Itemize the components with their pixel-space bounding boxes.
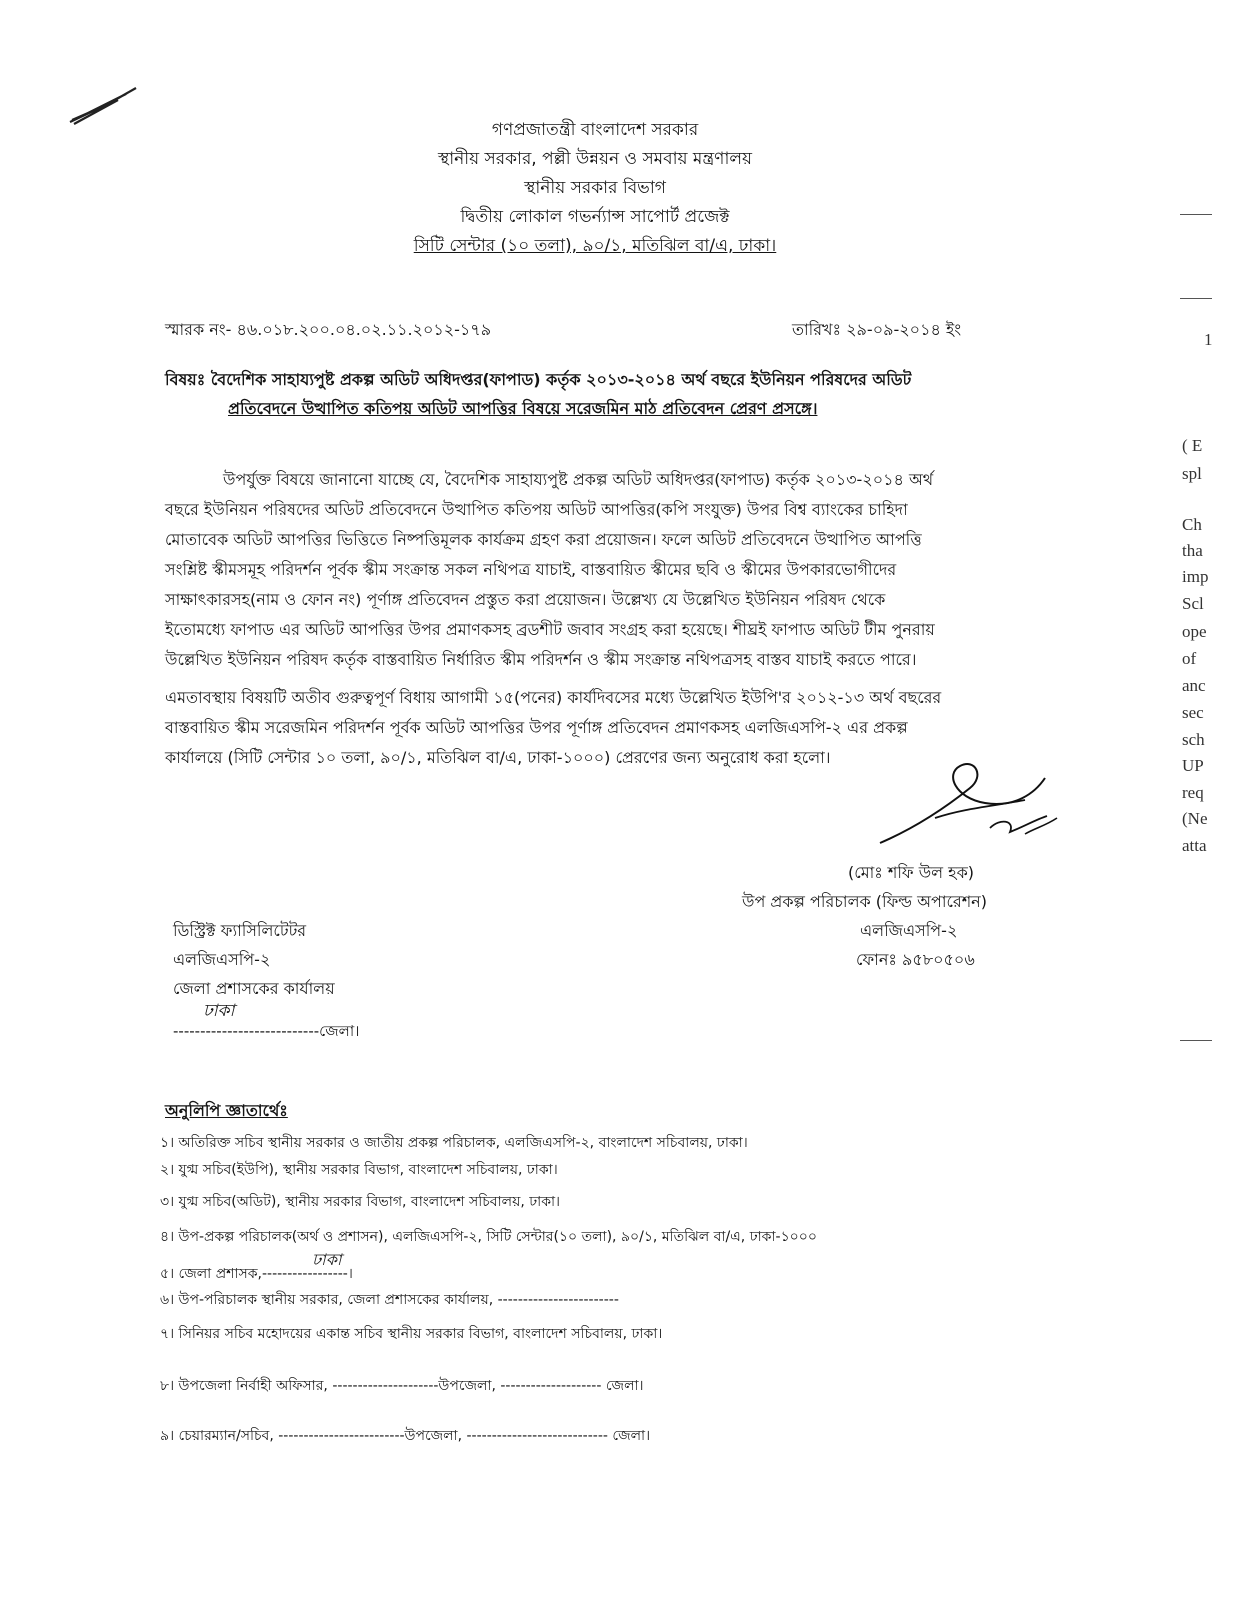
margin-fragment: atta [1182, 836, 1207, 855]
margin-fragment: Scl [1182, 594, 1204, 613]
paragraph-line: উপর্যুক্ত বিষয়ে জানানো যাচ্ছে যে, বৈদেশিক সাহায্যপুষ্ট প্রকল্প অডিট অধিদপ্তর(ফাপাড) কর্তৃক ২০১৩-২০১৪ অর্থ [223, 470, 934, 489]
margin-rule [1180, 214, 1212, 215]
signature-image [875, 748, 1065, 853]
signatory-project: এলজিএসপি-২ [860, 921, 958, 940]
margin-fragment: sch [1182, 730, 1205, 749]
margin-rule [1180, 1040, 1212, 1041]
cc-item: ১। অতিরিক্ত সচিব স্থানীয় সরকার ও জাতীয় প্রকল্প পরিচালক, এলজিএসপি-২, বাংলাদেশ সচিবালয়, ঢাকা। [160, 1135, 748, 1151]
paragraph-line: বছরে ইউনিয়ন পরিষদের অডিট প্রতিবেদনে উত্থাপিত কতিপয় অডিট আপত্তির(কপি সংযুক্ত) উপর বিশ্ব ব্যাংকের চাহিদা [165, 500, 908, 519]
margin-fragment: ope [1182, 622, 1207, 641]
cc-item: ৯। চেয়ারম্যান/সচিব, -------------------------উপজেলা, ---------------------------- জেলা। [160, 1428, 651, 1444]
paragraph-line: এমতাবস্থায় বিষয়টি অতীব গুরুত্বপূর্ণ বিধায় আগামী ১৫(পনের) কার্যদিবসের মধ্যে উল্লেখিত ইউপি'র ২০১২-১৩ অর্থ বছরের [165, 688, 942, 707]
paragraph-line: ইতোমধ্যে ফাপাড এর অডিট আপত্তির উপর প্রমাণকসহ ব্রডশীট জবাব সংগ্রহ করা হয়েছে। শীঘ্রই ফাপাড অডিট টীম পুনরায় [165, 620, 935, 639]
margin-fragment: anc [1182, 676, 1206, 695]
margin-fragment: tha [1182, 541, 1203, 560]
recipient-district-handwritten: ঢাকা [203, 1001, 235, 1021]
margin-fragment: imp [1182, 567, 1209, 586]
header-ministry: স্থানীয় সরকার, পল্লী উন্নয়ন ও সমবায় মন্ত্রণালয় [437, 149, 753, 169]
margin-fragment: req [1182, 783, 1204, 802]
cc-item: ২। যুগ্ম সচিব(ইউপি), স্থানীয় সরকার বিভাগ, বাংলাদেশ সচিবালয়, ঢাকা। [160, 1162, 558, 1178]
recipient-project: এলজিএসপি-২ [173, 950, 271, 969]
margin-fragment: sec [1182, 703, 1204, 722]
cc-item: ৬। উপ-পরিচালক স্থানীয় সরকার, জেলা প্রশাসকের কার্যালয়, ------------------------ [160, 1292, 619, 1308]
paragraph-line: মোতাবেক অডিট আপত্তির ভিত্তিতে নিষ্পত্তিমূলক কার্যক্রম গ্রহণ করা প্রয়োজন। ফলে অডিট প্রতিবেদনে উত্থাপিত আপত্তি [165, 530, 922, 549]
paragraph-line: বাস্তবায়িত স্কীম সরেজমিন পরিদর্শন পূর্বক অডিট আপত্তির উপর পূর্ণাঙ্গ প্রতিবেদন প্রমাণকসহ এলজিএসপি-২ এর প্রকল্প [165, 718, 908, 737]
header-project: দ্বিতীয় লোকাল গভর্ন্যান্স সাপোর্ট প্রজেক্ট [460, 207, 730, 227]
paragraph-line: কার্যালয়ে (সিটি সেন্টার ১০ তলা, ৯০/১, মতিঝিল বা/এ, ঢাকা-১০০০) প্রেরণের জন্য অনুরোধ করা হলো। [165, 748, 831, 767]
cc-item: ৭। সিনিয়র সচিব মহোদয়ের একান্ত সচিব স্থানীয় সরকার বিভাগ, বাংলাদেশ সচিবালয়, ঢাকা। [160, 1326, 663, 1342]
signatory-title: উপ প্রকল্প পরিচালক (ফিল্ড অপারেশন) [742, 892, 987, 911]
recipient-designation: ডিস্ট্রিক্ট ফ্যাসিলিটেটর [173, 921, 307, 940]
margin-fragment: UP [1182, 756, 1204, 775]
header-address: সিটি সেন্টার (১০ তলা), ৯০/১, মতিঝিল বা/এ, ঢাকা। [413, 236, 777, 256]
cc-item: ৪। উপ-প্রকল্প পরিচালক(অর্থ ও প্রশাসন), এলজিএসপি-২, সিটি সেন্টার(১০ তলা), ৯০/১, মতিঝিল বা/এ, ঢাকা-১০০০ [160, 1229, 817, 1245]
margin-fragment: Ch [1182, 515, 1202, 534]
paragraph-line: সংশ্লিষ্ট স্কীমসমূহ পরিদর্শন পূর্বক স্কীম সংক্রান্ত সকল নথিপত্র যাচাই, বাস্তবায়িত স্কীমের ছবি ও স্কীমের উপকারভোগীদের [165, 560, 897, 579]
cc-district-handwritten: ঢাকা [312, 1250, 342, 1269]
recipient-district-line: ---------------------------জেলা। [173, 1022, 360, 1040]
memo-number: স্মারক নং- ৪৬.০১৮.২০০.০৪.০২.১১.২০১২-১৭৯ [165, 320, 492, 339]
cc-item: ৫। জেলা প্রশাসক,-----------------। [160, 1266, 353, 1282]
paragraph-line: সাক্ষাৎকারসহ(নাম ও ফোন নং) পূর্ণাঙ্গ প্রতিবেদন প্রস্তুত করা প্রয়োজন। উল্লেখ্য যে উল্লেখিত ইউনিয়ন পরিষদ থেকে [165, 590, 886, 609]
cc-item: ৩। যুগ্ম সচিব(অডিট), স্থানীয় সরকার বিভাগ, বাংলাদেশ সচিবালয়, ঢাকা। [160, 1194, 561, 1210]
subject-line-1: বিষয়ঃ বৈদেশিক সাহায্যপুষ্ট প্রকল্প অডিট অধিদপ্তর(ফাপাড) কর্তৃক ২০১৩-২০১৪ অর্থ বছরে ইউনিয়ন পরিষদের অডিট [165, 370, 912, 389]
margin-rule [1180, 298, 1212, 299]
margin-fragment: (Ne [1182, 809, 1208, 828]
memo-date: তারিখঃ ২৯-০৯-২০১৪ ইং [792, 320, 962, 339]
margin-fragment: of [1182, 649, 1197, 668]
signatory-phone: ফোনঃ ৯৫৮০৫০৬ [856, 950, 975, 969]
cc-item: ৮। উপজেলা নির্বাহী অফিসার, ---------------------উপজেলা, -------------------- জেলা। [160, 1378, 644, 1394]
recipient-office: জেলা প্রশাসকের কার্যালয় [173, 979, 335, 998]
corner-scribble-mark [68, 82, 138, 127]
signatory-name: (মোঃ শফি উল হক) [848, 863, 975, 882]
cc-heading: অনুলিপি জ্ঞাতার্থেঃ [165, 1101, 288, 1120]
paragraph-line: উল্লেখিত ইউনিয়ন পরিষদ কর্তৃক বাস্তবায়িত নির্ধারিত স্কীম পরিদর্শন ও স্কীম সংক্রান্ত নথিপত্রসহ বাস্তব যাচাই করতে পারে। [165, 650, 917, 669]
body-paragraph-1 [165, 465, 1045, 675]
margin-fragment: spl [1182, 464, 1202, 483]
subject-line-2: প্রতিবেদনে উত্থাপিত কতিপয় অডিট আপত্তির বিষয়ে সরেজমিন মাঠ প্রতিবেদন প্রেরণ প্রসঙ্গে। [228, 399, 818, 418]
margin-fragment: 1 [1204, 330, 1213, 349]
header-government: গণপ্রজাতন্ত্রী বাংলাদেশ সরকার [491, 120, 699, 140]
header-division: স্থানীয় সরকার বিভাগ [524, 178, 666, 198]
margin-fragment: ( E [1182, 436, 1203, 455]
